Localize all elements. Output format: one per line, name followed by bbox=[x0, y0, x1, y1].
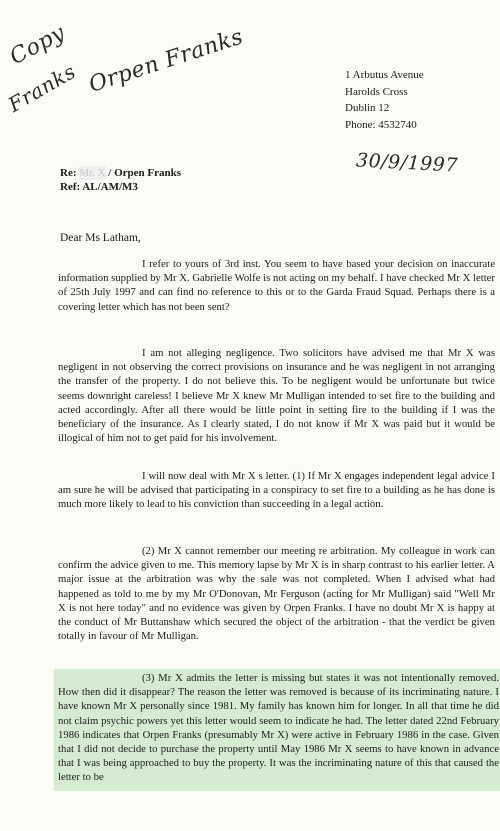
handwritten-date: 30/9/1997 bbox=[355, 149, 459, 177]
address-line-2: Harolds Cross bbox=[345, 85, 408, 98]
body-paragraph-2 bbox=[58, 346, 495, 445]
paragraph-text: I am not alleging negligence. Two solicitors have advised me that Mr X was negligent in not observing the correct provisions on insurance and he was negligent in not arranging the transfer of the property. I do not believe this. To be negligent would be unfortunate but twice seems downright careless! I believe Mr X knew Mr Mulligan intended to set fire to the building and acted accordingly. After all there would be little point in setting fire to the building if I was the beneficiary of the insurance. As I clearly stated, I do not know if Mr X was paid but it would be illogical of him not to get paid for his involvement. bbox=[58, 347, 495, 445]
handwritten-copy-note: Copy bbox=[6, 20, 70, 71]
sender-address bbox=[345, 67, 424, 133]
handwritten-orpen-franks-note: Orpen Franks bbox=[86, 24, 247, 98]
body-paragraph-3 bbox=[58, 469, 495, 512]
address-phone: Phone: 4532740 bbox=[345, 118, 417, 131]
address-line-1: 1 Arbutus Avenue bbox=[345, 69, 424, 81]
salutation: Dear Ms Latham, bbox=[60, 232, 141, 244]
body-paragraph-1 bbox=[58, 257, 495, 314]
highlighted-paragraph-5 bbox=[54, 669, 500, 791]
paragraph-text: I will now deal with Mr X s letter. (1) If Mr X engages independent legal advice I am sure he will be advised that participating in a conspiracy to set fire to a building as he has done is much more likely to lead to his conviction than succeeding in a legal action. bbox=[58, 470, 495, 511]
paragraph-text: (3) Mr X admits the letter is missing but states it was not intentionally removed. How then did it disappear? The reason the letter was removed is because of its incriminating nature. I have known Mr X personally since 1981. My family has known him for longer. In all that time he did not claim psychic powers yet this letter would seem to indicate he had. The letter dated 22nd February 1986 indicates that Orpen Franks (presumably Mr X) were active in February 1986 in the case. Given that I did not decide to purchase the property until May 1986 Mr X seems to have known in advance that I was being approached to buy the property. It was the incriminating nature of this that caused the letter to be bbox=[58, 672, 499, 784]
paragraph-text: I refer to yours of 3rd inst. You seem to have based your decision on inaccurate information supplied by Mr X. Gabrielle Wolfe is not acting on my behalf. I have checked Mr X letter of 25th July 1997 and can find no reference to this or to the Garda Fraud Squad. Perhaps there is a covering letter which has not been sent? bbox=[58, 258, 495, 313]
re-line bbox=[60, 166, 181, 180]
reference-block bbox=[60, 166, 181, 194]
re-label: Re: bbox=[60, 167, 77, 179]
body-paragraph-4 bbox=[58, 544, 495, 643]
paragraph-text: (2) Mr X cannot remember our meeting re arbitration. My colleague in work can confirm the advice given to me. This memory lapse by Mr X is in sharp contrast to his earlier letter. A major issue at the arbitration was why the sale was not completed. When I advised what had happened as told to me by my Mr O'Donovan, Mr Ferguson (acting for Mr Mulligan) said "Well Mr X is not here today" and no evidence was given by Orpen Franks. I have no doubt Mr X is happy at the conduct of Mr Buttanshaw which secured the object of the arbitration - that the verdict be given totally in favour of Mr Mulligan. bbox=[58, 545, 495, 643]
address-line-3: Dublin 12 bbox=[345, 102, 390, 114]
re-name-redacted: Mr. X bbox=[79, 167, 106, 179]
ref-line: Ref: AL/AM/M3 bbox=[60, 181, 138, 193]
handwritten-franks-note: Franks bbox=[4, 59, 80, 117]
re-suffix: / Orpen Franks bbox=[108, 167, 182, 179]
